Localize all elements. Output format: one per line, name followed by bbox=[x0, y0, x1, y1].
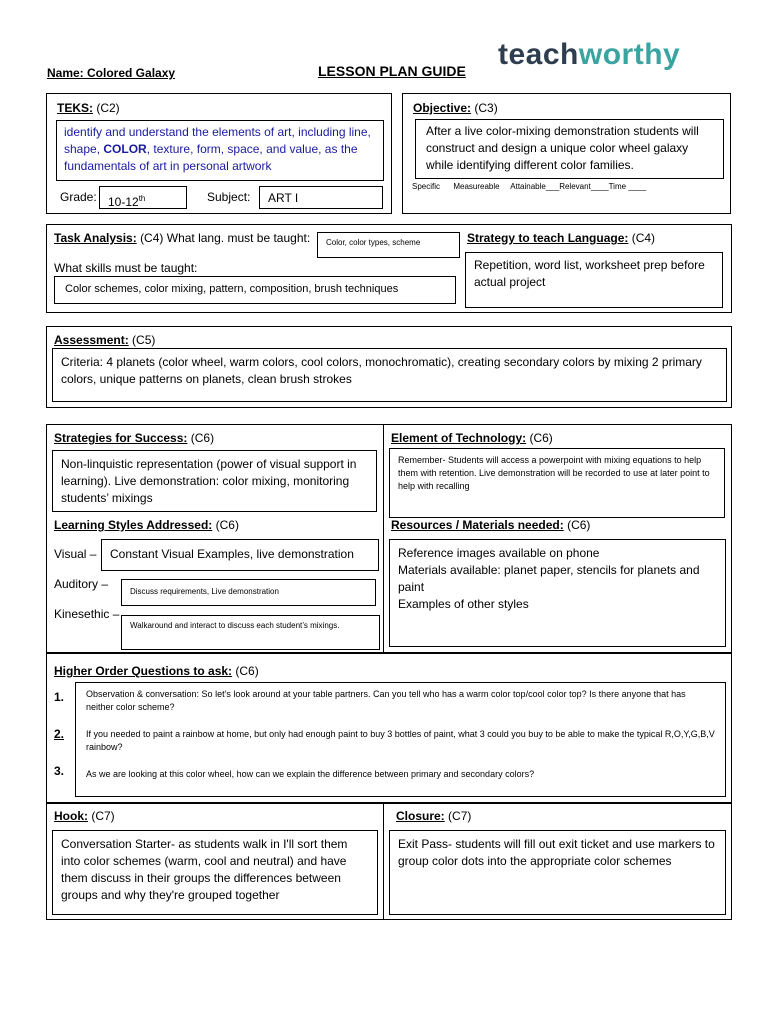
auditory-value-box bbox=[121, 579, 376, 606]
resource-line-1: Reference images available on phone bbox=[398, 546, 600, 560]
learning-styles-code: (C6) bbox=[215, 518, 239, 532]
subject-value: ART I bbox=[268, 191, 299, 205]
grade-field bbox=[99, 186, 187, 209]
strategies-success-code: (C6) bbox=[190, 431, 215, 445]
auditory-value: Discuss requirements, Live demonstration bbox=[130, 587, 279, 596]
grade-value: 10-12 bbox=[108, 195, 139, 209]
strategy-language-heading bbox=[467, 231, 655, 245]
grade-sup: th bbox=[138, 194, 146, 203]
subject-field bbox=[259, 186, 383, 209]
middle-divider bbox=[383, 424, 384, 653]
hoq-question-2: If you needed to paint a rainbow at home, but only had enough paint to buy 3 bottles of paint, what 3 could you buy to be able to make the typical R,O,Y,G,B,V rainbow? bbox=[86, 729, 715, 752]
kinesthetic-label: Kinesethic – bbox=[54, 607, 120, 621]
closure-text: Exit Pass- students will fill out exit ticket and use markers to group color dots into the appropriate color schemes bbox=[398, 837, 715, 868]
strategy-language-label: Strategy to teach Language: bbox=[467, 231, 629, 245]
hoq-number-3: 3. bbox=[54, 764, 65, 778]
learning-styles-label: Learning Styles Addressed: bbox=[54, 518, 213, 532]
skills-value: Color schemes, color mixing, pattern, composition, brush techniques bbox=[65, 283, 399, 295]
technology-text: Remember- Students will access a powerpoint with mixing equations to help them with retention. Live demonstration will be recorded to use at later point to help with recalling bbox=[398, 455, 710, 491]
technology-heading bbox=[391, 431, 553, 445]
hook-closure-divider bbox=[383, 803, 384, 920]
teks-label: TEKS: bbox=[57, 101, 93, 115]
task-analysis-label: Task Analysis: bbox=[54, 231, 137, 245]
resources-label: Resources / Materials needed: bbox=[391, 518, 564, 532]
kinesthetic-value: Walkaround and interact to discuss each student’s mixings. bbox=[130, 621, 340, 630]
page-title: LESSON PLAN GUIDE bbox=[318, 63, 466, 79]
logo-text-teach: teach bbox=[498, 38, 579, 71]
strategies-success-box bbox=[52, 450, 377, 512]
hoq-heading bbox=[54, 664, 259, 678]
hook-code: (C7) bbox=[91, 809, 115, 823]
teachworthy-logo bbox=[498, 38, 680, 72]
subject-label: Subject: bbox=[207, 190, 251, 204]
closure-box bbox=[389, 830, 726, 915]
visual-value-box bbox=[101, 539, 379, 571]
kinesthetic-value-box bbox=[121, 615, 380, 650]
closure-code: (C7) bbox=[448, 809, 472, 823]
assessment-text-box bbox=[52, 348, 727, 402]
closure-label: Closure: bbox=[396, 809, 445, 823]
teks-text-box bbox=[56, 120, 384, 181]
hoq-number-1: 1. bbox=[54, 690, 65, 704]
strategies-success-text: Non-linquistic representation (power of visual support in learning). Live demonstration: color mixing, monitoring students’ mixings bbox=[61, 457, 357, 505]
task-analysis-code: (C4) bbox=[140, 231, 164, 245]
closure-heading bbox=[396, 809, 471, 823]
teks-text-after: , texture, form, space, and value, as the fundamentals of art in personal artwork bbox=[64, 142, 358, 173]
technology-box bbox=[389, 448, 725, 518]
hoq-question-3: As we are looking at this color wheel, how can we explain the difference between primary and secondary colors? bbox=[86, 769, 535, 779]
hook-label: Hook: bbox=[54, 809, 88, 823]
teks-text-bold: COLOR bbox=[103, 142, 147, 156]
hoq-label: Higher Order Questions to ask: bbox=[54, 664, 233, 678]
teks-heading bbox=[57, 101, 120, 115]
resource-line-2: Materials available: planet paper, stencils for planets and paint bbox=[398, 563, 700, 594]
objective-heading bbox=[413, 101, 498, 115]
strategy-language-box bbox=[465, 252, 723, 308]
hoq-number-2: 2. bbox=[54, 727, 65, 741]
objective-text: After a live color-mixing demonstration students will construct and design a unique color wheel galaxy while identifying different color families. bbox=[426, 124, 699, 172]
assessment-code: (C5) bbox=[132, 333, 156, 347]
lang-value-box bbox=[317, 232, 460, 258]
grade-label: Grade: bbox=[60, 190, 97, 204]
assessment-text: Criteria: 4 planets (color wheel, warm colors, cool colors, monochromatic), creating secondary colors by mixing 2 primary colors, unique patterns on planets, clean brush strokes bbox=[61, 355, 702, 386]
strategies-success-label: Strategies for Success: bbox=[54, 431, 188, 445]
lesson-name: Name: Colored Galaxy bbox=[47, 66, 176, 80]
assessment-label: Assessment: bbox=[54, 333, 129, 347]
objective-text-box bbox=[415, 119, 724, 179]
task-analysis-question: What lang. must be taught: bbox=[166, 231, 311, 245]
skills-question: What skills must be taught: bbox=[54, 261, 198, 275]
learning-styles-heading bbox=[54, 518, 239, 532]
resources-box bbox=[389, 539, 726, 647]
hook-box bbox=[52, 830, 378, 915]
resources-heading bbox=[391, 518, 590, 532]
logo-text-worthy: worthy bbox=[578, 38, 681, 71]
strategies-success-heading bbox=[54, 431, 214, 445]
resources-code: (C6) bbox=[567, 518, 591, 532]
hoq-code: (C6) bbox=[235, 664, 259, 678]
hook-text: Conversation Starter- as students walk in I'll sort them into color schemes (warm, cool and neutral) and have them discuss in their groups the differences between groups and why they're grouped together bbox=[61, 837, 348, 902]
visual-value: Constant Visual Examples, live demonstration bbox=[110, 547, 354, 561]
teks-text-before: identify and understand the elements of art, including line, shape, bbox=[64, 125, 371, 156]
skills-value-box bbox=[54, 276, 456, 304]
objective-code: (C3) bbox=[474, 101, 498, 115]
hoq-questions-box bbox=[75, 682, 726, 797]
objective-label: Objective: bbox=[413, 101, 472, 115]
technology-code: (C6) bbox=[529, 431, 553, 445]
assessment-heading bbox=[54, 333, 155, 347]
hoq-question-1: Observation & conversation: So let’s look around at your table partners. Can you tell who has a warm color top/cool color top? Is there anyone that has neither color scheme? bbox=[86, 689, 686, 712]
visual-label: Visual – bbox=[54, 547, 97, 561]
task-analysis-heading bbox=[54, 231, 310, 245]
hook-heading bbox=[54, 809, 115, 823]
auditory-label: Auditory – bbox=[54, 577, 109, 591]
smart-criteria: Specific Measureable Attainable___Relevant____Time ____ bbox=[412, 182, 647, 191]
technology-label: Element of Technology: bbox=[391, 431, 527, 445]
teks-code: (C2) bbox=[96, 101, 120, 115]
strategy-language-code: (C4) bbox=[631, 231, 656, 245]
strategy-language-text: Repetition, word list, worksheet prep before actual project bbox=[474, 258, 705, 289]
resource-line-3: Examples of other styles bbox=[398, 597, 529, 611]
lang-value: Color, color types, scheme bbox=[326, 238, 421, 247]
